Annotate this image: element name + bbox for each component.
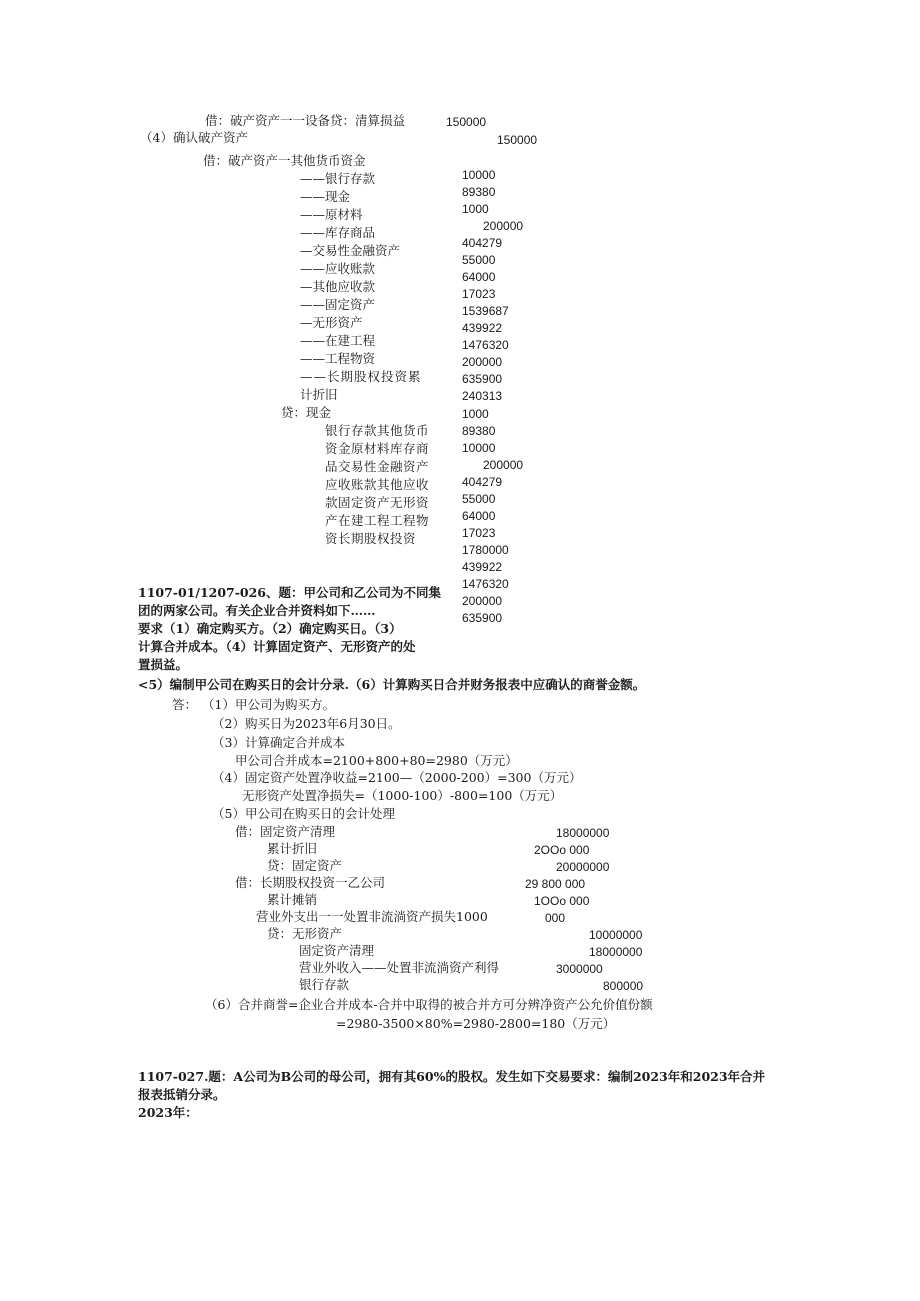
journal-bank-deposit: 银行存款 bbox=[299, 977, 350, 992]
debit-amount: 1000 bbox=[462, 202, 489, 216]
journal-credit-intangible: 贷：无形资产 bbox=[267, 926, 343, 941]
debit-amount: 55000 bbox=[462, 253, 496, 267]
journal-fa-clearing: 固定资产清理 bbox=[299, 943, 375, 958]
credit-amount: 55000 bbox=[462, 492, 496, 506]
journal-accum-depreciation: 累计折旧 bbox=[267, 841, 318, 856]
q027-year-label: 2023年： bbox=[138, 1105, 198, 1120]
credit-amount: 439922 bbox=[462, 560, 503, 574]
answer-6: （6）合并商誉=企业合并成本-合并中取得的被合并方可分辨净资产公允价值份额 bbox=[205, 997, 653, 1012]
debit-amount: 10000 bbox=[462, 168, 496, 182]
credit-amount: 404279 bbox=[462, 475, 503, 489]
q027-title-line2: 报表抵销分录。 bbox=[138, 1087, 226, 1102]
debit-amount: 17023 bbox=[462, 287, 496, 301]
q026-title-line: 置损益。 bbox=[138, 657, 189, 672]
debit-account: ——银行存款 bbox=[300, 171, 376, 186]
answer-6-calc: =2980-3500×80%=2980-2800=180（万元） bbox=[336, 1016, 616, 1031]
debit-head: 借：破产资产一其他货币资金 bbox=[203, 153, 366, 168]
equipment-entry-text: 借：破产资产一一设备贷：清算损益 bbox=[205, 113, 406, 128]
debit-account: ——固定资产 bbox=[300, 297, 376, 312]
journal-amount: 2OOo 000 bbox=[534, 843, 590, 857]
journal-credit-fixed-assets: 贷：固定资产 bbox=[267, 858, 343, 873]
debit-account: 计折旧 bbox=[300, 387, 338, 402]
credit-text-line: 银行存款其他货币 bbox=[325, 423, 430, 438]
debit-account: ——长期股权投资累 bbox=[300, 369, 422, 384]
q026-title-line: 计算合并成本。（4）计算固定资产、无形资产的处 bbox=[138, 639, 416, 654]
debit-amount: 439922 bbox=[462, 321, 503, 335]
journal-nonop-expense: 营业外支出一一处置非流淌资产损失1000 bbox=[256, 909, 488, 924]
debit-account: ——现金 bbox=[300, 189, 351, 204]
credit-text-line: 应收账款其他应收 bbox=[325, 477, 430, 492]
credit-amount: 200000 bbox=[483, 458, 524, 472]
answer-3: （3）计算确定合并成本 bbox=[212, 735, 345, 750]
credit-text-line: 资金原材料库存商 bbox=[325, 441, 430, 456]
answer-2: （2）购买日为2023年6月30日。 bbox=[212, 716, 401, 731]
credit-amount: 64000 bbox=[462, 509, 496, 523]
equipment-entry-amount: 150000 bbox=[446, 115, 487, 129]
q026-title-line: 要求（1）确定购买方。（2）确定购买日。（3） bbox=[138, 621, 402, 636]
q027-title-line1: 1107-027.题：A公司为B公司的母公司，拥有其60%的股权。发生如下交易要求：编制2023年和2023年合并 bbox=[138, 1069, 766, 1084]
debit-account: ——原材料 bbox=[300, 207, 363, 222]
step4-amount: 150000 bbox=[497, 133, 538, 147]
journal-amount: 1OOo 000 bbox=[534, 894, 590, 908]
credit-amount: 1476320 bbox=[462, 577, 509, 591]
journal-amount: 000 bbox=[545, 911, 566, 925]
debit-amount: 200000 bbox=[462, 355, 503, 369]
q026-title-line: 团的两家公司。有关企业合并资料如下…… bbox=[138, 603, 376, 618]
q026-requirement-5-6: <5）编制甲公司在购买日的会计分录.（6）计算购买日合并财务报表中应确认的商誉金额。 bbox=[138, 677, 646, 692]
debit-amount: 404279 bbox=[462, 236, 503, 250]
debit-amount: 240313 bbox=[462, 389, 503, 403]
answer-5: （5）甲公司在购买日的会计处理 bbox=[212, 806, 395, 821]
debit-amount: 89380 bbox=[462, 185, 496, 199]
journal-nonop-income: 营业外收入——处置非流淌资产利得 bbox=[299, 960, 500, 975]
answer-4-detail: 无形资产处置净损失=（1000-100）-800=100（万元） bbox=[242, 788, 563, 803]
debit-account: ——应收账款 bbox=[300, 261, 376, 276]
journal-debit-lt-equity: 借：长期股权投资一乙公司 bbox=[235, 875, 386, 890]
credit-amount: 635900 bbox=[462, 611, 503, 625]
debit-amount: 1476320 bbox=[462, 338, 509, 352]
journal-amount: 29 800 000 bbox=[525, 877, 586, 891]
credit-text-line: 品交易性金融资产 bbox=[325, 459, 430, 474]
journal-amount: 20000000 bbox=[556, 860, 610, 874]
credit-amount: 89380 bbox=[462, 424, 496, 438]
credit-amount: 1000 bbox=[462, 407, 489, 421]
debit-account: —交易性金融资产 bbox=[300, 243, 401, 258]
debit-account: —其他应收款 bbox=[300, 279, 376, 294]
answer-1: （1）甲公司为购买方。 bbox=[202, 697, 335, 712]
credit-amount: 17023 bbox=[462, 526, 496, 540]
journal-amount: 18000000 bbox=[589, 945, 643, 959]
credit-text-line: 产在建工程工程物 bbox=[325, 513, 430, 528]
credit-amount: 1780000 bbox=[462, 543, 509, 557]
debit-account: ——在建工程 bbox=[300, 333, 376, 348]
q026-title-line: 1107-01/1207-026、题：甲公司和乙公司为不同集 bbox=[138, 585, 442, 600]
credit-amount: 10000 bbox=[462, 441, 496, 455]
journal-amount: 18000000 bbox=[556, 826, 610, 840]
debit-account: ——库存商品 bbox=[300, 225, 376, 240]
debit-amount: 200000 bbox=[483, 219, 524, 233]
answer-3-detail: 甲公司合并成本=2100+800+80=2980（万元） bbox=[235, 753, 518, 768]
debit-amount: 635900 bbox=[462, 372, 503, 386]
journal-accum-amortization: 累计摊销 bbox=[267, 892, 318, 907]
answer-4: （4）固定资产处置净收益=2100—（2000-200）=300（万元） bbox=[212, 770, 582, 785]
journal-amount: 3000000 bbox=[556, 962, 603, 976]
credit-text-line: 资长期股权投资 bbox=[325, 531, 417, 546]
answer-label: 答： bbox=[172, 697, 198, 712]
credit-head: 贷：现金 bbox=[281, 405, 332, 420]
credit-text-line: 款固定资产无形资 bbox=[325, 495, 430, 510]
debit-amount: 64000 bbox=[462, 270, 496, 284]
step4-label: （4）确认破产资产 bbox=[140, 130, 248, 145]
debit-amount: 1539687 bbox=[462, 304, 509, 318]
journal-debit-fa-clearing: 借：固定资产清理 bbox=[235, 824, 336, 839]
journal-amount: 800000 bbox=[603, 979, 644, 993]
debit-account: ——工程物资 bbox=[300, 351, 376, 366]
debit-account: —无形资产 bbox=[300, 315, 363, 330]
journal-amount: 10000000 bbox=[589, 928, 643, 942]
credit-amount: 200000 bbox=[462, 594, 503, 608]
